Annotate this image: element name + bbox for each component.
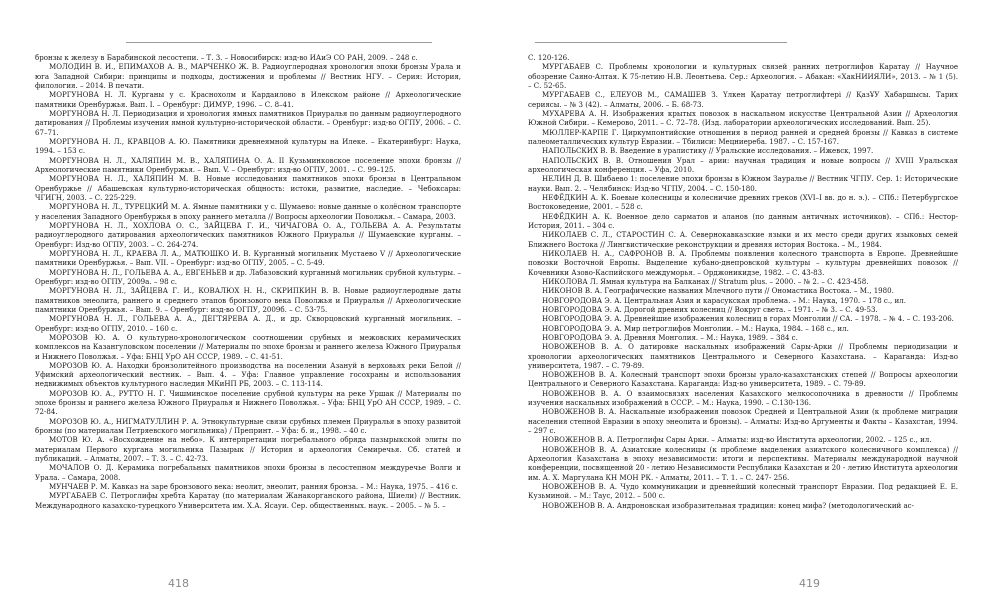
bibliography-entry: НИКОЛОВА Л. Ямная культура на Балканах // Stratum plus. – 2000. – № 2. – С. 423-458. <box>542 276 869 286</box>
header-rule <box>535 42 787 43</box>
bibliography-entry: МОРГУНОВА Н. Л., КРАЕВА Л. А., МАТЮШКО И. В. Курганный могильник Мустаево V // Археологические памятники Оренбуржья. – Вып. VII. – Оренбург: изд-во ОГПУ, 2005. – С. 5-49. <box>35 248 461 268</box>
bibliography-entry: МОЧАЛОВ О. Д. Керамика погребальных памятников эпохи бронзы в лесостепном междуречье Волги и Урала. – Самара, 2008. <box>35 463 461 482</box>
bibliography-entry: МОРГУНОВА Н. Л., ХОХЛОВА О. С., ЗАЙЦЕВА Г. И., ЧИЧАГОВА О. А., ГОЛЬЕВА А. А. Результаты радиоуглеродного датирования археологических памятников Южного Приуралья // Шумаевские курганы. – Оренбург: Изд-во ОГПУ, 2003. – С. 264-274. <box>35 220 461 249</box>
bibliography-entry: НОВГОРОДОВА Э. А. Древняя Монголия. – М.: Наука, 1989. – 384 с. <box>542 332 798 342</box>
bibliography-entry: МОРГУНОВА Н. Л., КРАВЦОВ А. Ю. Памятники древнеямной культуры на Илеке. – Екатеринбург: Наука, 1994. – 153 с. <box>35 136 461 156</box>
bibliography-entry: НОВОЖЕНОВ В. А. Колесный транспорт эпохи бронзы урало-казахстанских степей // Вопросы археологии Центрального и Северного Казахстана. Караганда: Изд-во университета, 1989. – С. 79-89. <box>528 370 958 389</box>
bibliography-entry: МОЛОДИН В. И., ЕПИМАХОВ А. В., МАРЧЕНКО Ж. В. Радиоуглеродная хронология эпохи бронзы Урала и юга Западной Сибири: принципы и подходы, достижения и проблемы // Вестник НГУ. – Серия: История, филология. – 2014. В печати. <box>35 62 461 90</box>
right-page <box>496 0 991 614</box>
bibliography-entry: НИКОЛАЕВ Н. А., САФРОНОВ В. А. Проблемы появления колесного транспорта в Европе. Древнейшие повозки Восточной Европы. Выделение кубано-днепровской культуры – культуры древнейших повозок // Кочевники Азово-Каспийского междуморья. – Орджоникидзе, 1982. – С. 43-83. <box>528 248 958 277</box>
bibliography-entry: МУРГАБАЕВ С., ЕЛЕУОВ М., САМАШЕВ З. Үлкен Қаратау петроглифтері // ҚазҰУ Хабаршысы. Тарих сериясы. – № 3 (42). – Алматы, 2006. – Б. 68-73. <box>528 90 958 109</box>
bibliography-entry: МУРГАБАЕВ С. Петроглифы хребта Каратау (по материалам Жанакорганского района, Шиели) // Вестник. Международного казахско-турецкого Университета им. Х.А. Ясауи. Сер. общественных. наук. – 2005. – № 5. – <box>35 491 461 510</box>
bibliography-entry: бронзы к железу в Барабинской лесостепи. – Т. 3. – Новосибирск: изд-во ИАиЭ СО РАН, 2009. – 248 с. <box>35 53 418 62</box>
bibliography-entry: НОВОЖЕНОВ В. А. Наскальные изображения повозок Средней и Центральной Азии (к проблеме миграции населения степной Евразии в эпоху энеолита и бронзы). – Алматы: Изд-во Аргументы и Факты – Казахстан, 1994. – 297 с. <box>528 407 958 436</box>
bibliography-entry: МОТОВ Ю. А. «Восхождение на небо». К интерпретации погребального обряда пазырыкской элиты по материалам Первого кургана могильника Пазырык // История и археология Семиречья. Сб. статей и публикаций. – Алматы, 2007. – Т. 3. – С. 42-73. <box>35 435 461 464</box>
bibliography-column <box>35 53 461 510</box>
bibliography-entry: НЕФЁДКИН А. К. Военное дело сарматов и аланов (по данным античных источников). – СПб.: Нестор-История, 2011. – 304 с. <box>528 211 958 230</box>
bibliography-entry: МУХАРЕВА А. Н. Изображения крытых повозок в наскальном искусстве Центральной Азии // Археология Южной Сибири. – Кемерово, 2011. – С. 72–78. (Изд. лаборатории археологических исследований. Вып. 25). <box>528 108 958 128</box>
bibliography-entry: МОРГУНОВА Н. Л., ТУРЕЦКИЙ М. А. Ямные памятники у с. Шумаево: новые данные о колёсном транспорте у населения Западного Оренбуржья в эпоху раннего металла // Вопросы археологии Поволжья. – Самара, 2003. <box>35 202 461 221</box>
bibliography-entry: НАПОЛЬСКИХ В. В. Отношения Урал – арии: научная традиция и новые вопросы // XVIII Уральская археологическая конференция. – Уфа, 2010. <box>528 155 958 174</box>
bibliography-entry: НОВГОРОДОВА Э. А. Мир петроглифов Монголии. – М.: Наука, 1984. – 168 с., ил. <box>542 323 849 333</box>
bibliography-entry: МОРГУНОВА Н. Л., ХАЛЯПИН М. В., ХАЛЯПИНА О. А. II Кузьминковское поселение эпохи бронзы // Археологические памятники Оренбуржья. – Вып. V. – Оренбург: изд-во ОГПУ, 2001. – С. 99–125. <box>35 155 461 174</box>
bibliography-entry: НОВОЖЕНОВ В. А. Чудо коммуникации и древнейший колесный транспорт Евразии. Под редакцией Е. Е. Кузьминой. – М.: Таус, 2012. – 500 с. <box>528 482 958 501</box>
bibliography-entry: МОРГУНОВА Н. Л., ХАЛЯПИН М. В. Новые исследования памятников эпохи бронзы в Центральном Оренбуржье // Абашевская культурно-историческая общность: истоки, развитие, наследие. – Чебоксары: ЧГИГН, 2003. – С. 225-229. <box>35 174 461 202</box>
bibliography-entry: МОРГУНОВА Н. Л. Периодизация и хронология ямных памятников Приуралья по данным радиоуглеродного датирования // Проблемы изучения ямной культурно-исторической области. – Оренбург: изд-во ОГПУ, 2006. – С. 67–71. <box>35 108 461 137</box>
bibliography-column <box>528 53 958 510</box>
bibliography-entry: МУРГАБАЕВ С. Проблемы хронологии и культурных связей ранних петроглифов Каратау // Научное обозрение Саяно-Алтая. К 75-летию Н.В. Леонтьева. Сер.: Археология. – Абакан: «ХакНИИЯЛИ», 2013. – № 1 (5). – С. 52-65. <box>528 62 958 90</box>
bibliography-entry: МОРГУНОВА Н. Л., ГОЛЬЕВА А. А., ЕВГЕНЬЕВ и др. Лабазовский курганный могильник срубной культуры. – Оренбург: изд-во ОГПУ, 2009а. – 98 с. <box>35 267 461 286</box>
bibliography-entry: НОВГОРОДОВА Э. А. Центральная Азия и карасукская проблема. – М.: Наука, 1970. – 178 с., ил. <box>542 295 906 305</box>
bibliography-entry: МУНЧАЕВ Р. М. Кавказ на заре бронзового века: неолит, энеолит, ранняя бронза. – М.: Наука, 1975. – 416 с. <box>49 482 458 492</box>
bibliography-entry: НОВГОРОДОВА Э. А. Дорогой древних колесниц // Вокруг света. – 1971. – № 3. – С. 49-53. <box>542 304 878 314</box>
bibliography-entry: НЕФЁДКИН А. К. Боевые колесницы и колесничие древних греков (XVI–I вв. до н. э.). – СПб.: Петербургское Востоковедение, 2001. – 528 с. <box>528 192 958 212</box>
bibliography-entry: НИКОЛАЕВ С. Л., СТАРОСТИН С. А. Севернокавказские языки и их место среди других языковых семей Ближнего Востока // Лингвистические реконструкции и древняя история Востока. – М., 1984. <box>528 230 958 249</box>
bibliography-entry: МОРГУНОВА Н. Л., ЗАЙЦЕВА Г. И., КОВАЛЮХ Н. Н., СКРИПКИН В. В. Новые радиоуглеродные даты памятников энеолита, раннего и среднего этапов бронзового века Поволжья и Приуралья // Археологические памятники Оренбуржья. – Вып. 9. – Оренбург: изд-во ОГПУ, 2009б. – С. 53-75. <box>35 286 461 314</box>
bibliography-entry: НОВОЖЕНОВ В. А. Петроглифы Сары Арки. – Алматы: изд-во Института археологии, 2002. – 125 с., ил. <box>542 435 932 445</box>
bibliography-entry: С. 120-126. <box>528 53 570 62</box>
header-rule <box>126 42 432 43</box>
page-number: 419 <box>799 577 820 590</box>
bibliography-entry: МОРГУНОВА Н. Л. Курганы у с. Краснохолм и Кардаилово в Илекском районе // Археологические памятники Оренбуржья. Вып. I. – Оренбург: ДИМУР, 1996. – С. 8–41. <box>35 90 461 109</box>
bibliography-entry: НОВОЖЕНОВ В. А. О взаимосвязях населения Казахского мелкосопочника в древности // Проблемы изучения наскальных изображений в СССР. – М.: Наука, 1990. – С.130-136. <box>528 388 958 408</box>
bibliography-entry: МОРГУНОВА Н. Л., ГОЛЬЕВА А. А., ДЕГТЯРЕВА А. Д., и др. Скворцовский курганный могильник. – Оренбург: изд-во ОГПУ, 2010. – 160 с. <box>35 314 461 333</box>
bibliography-entry: НОВОЖЕНОВ В. А. Азиатские колесницы (к проблеме выделения азиатского колесничного комплекса) // Археология Казахстана в эпоху независимости: итоги и перспективы. Материалы международной научной конференции, посвященной 20 - летию Независимости Республики Казахстан и 20 - летию Института археологии им. А. Х. Маргулана КН МОН РК. - Алматы, 2011. – Т. 1. – С. 247- 256. <box>528 444 958 482</box>
bibliography-entry: МОРОЗОВ Ю. А., НИГМАТУЛЛИН Р. А. Этнокультурные связи срубных племен Приуралья в эпоху развитой бронзы (по материалам Петряевского могильника) / Препринт. – Уфа: б. и., 1998. – 40 с. <box>35 416 461 436</box>
bibliography-entry: МОРОЗОВ Ю. А., РУТТО Н. Г. Чишминское поселение срубной культуры на реке Уршак // Материалы по эпохе бронзы и раннего железа Южного Приуралья и Нижнего Поволжья. – Уфа: БНЦ УрО АН СССР, 1989. – С. 72-84. <box>35 388 461 417</box>
bibliography-entry: НЕЛИН Д. В. Шибаево 1: поселение эпохи бронзы в Южном Зауралье // Вестник ЧГПУ. Сер. 1: Исторические науки. Вып. 2. – Челябинск: Изд-во ЧГПУ, 2004. – С. 150-180. <box>528 174 958 193</box>
bibliography-entry: НОВОЖЕНОВ В. А. О датировке наскальных изображений Сары-Арки // Проблемы периодизации и хронологии археологических памятников Центрального и Северного Казахстана. – Караганда: Изд-во университета, 1987. – С. 79-89. <box>528 342 958 370</box>
bibliography-entry: НАПОЛЬСКИХ В. В. Введение в уралистику // Уральские исследования. – Ижевск, 1997. <box>542 146 874 156</box>
bibliography-entry: МЮЛЛЕР-КАРПЕ Г. Циркумпонтийские отношения в период ранней и средней бронзы // Кавказ в системе палеометаллических культур Евразии. – Тбилиси: Мецниереба. 1987. – С. 157-167. <box>528 127 958 146</box>
bibliography-entry: НОВГОРОДОВА Э. А. Древнейшие изображения колесниц в горах Монголии // СА. – 1978. – № 4. – С. 193-206. <box>542 314 954 324</box>
bibliography-entry: НОВОЖЕНОВ В. А. Андроновская изобразительная традиция: конец мифа? (методологический ас- <box>542 500 914 510</box>
bibliography-entry: МОРОЗОВ Ю. А. Находки бронзолитейного производства на поселении Азануй в верховьях реки Белой // Уфимский археологический вестник. – Вып. 4. – Уфа: Главное управление госохраны и использования недвижимых объектов культурного наследия МКиНП РБ, 2003. – С. 113-114. <box>35 360 461 389</box>
bibliography-entry: НИКОНОВ В. А. Географические названия Млечного пути // Ономастика Востока. – М., 1980. <box>542 286 894 296</box>
bibliography-entry: МОРОЗОВ Ю. А. О культурно-хронологическом соотношении срубных и межовских керамических комплексов на Казангуловском поселении // Материалы по эпохе бронзы и раннего железа Южного Приуралья и Нижнего Поволжья. – Уфа: БНЦ УрО АН СССР, 1989. – С. 41-51. <box>35 332 461 361</box>
page-number: 418 <box>168 577 189 590</box>
